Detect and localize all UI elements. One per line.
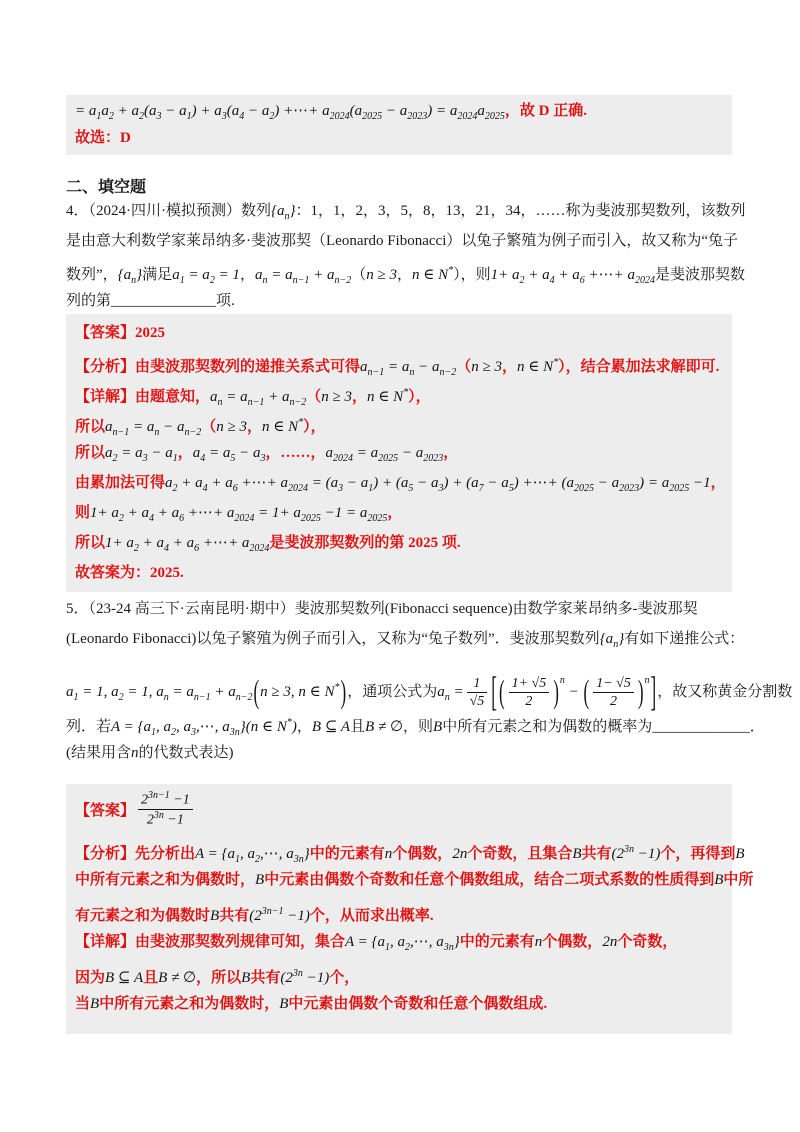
text-run: ，则 — [403, 719, 434, 735]
math-expression: n ≥ 3 — [321, 389, 353, 405]
math-expression: $a_1 = 1$, $a_2 = 1$, $a_n = a_{n-1} + a_{n-2}$ — [66, 684, 253, 703]
paren-delimiter: ( — [583, 674, 590, 711]
math-expression: 2n — [602, 934, 618, 950]
fraction: $\frac{2^{3n-1} -1}{2^{3n} -1}$ — [138, 790, 193, 829]
text-line — [66, 738, 732, 768]
bracket-delimiter: [ — [491, 669, 497, 715]
text-run: 4．（2024·四川·模拟预测）数列 — [66, 203, 271, 219]
math-expression: $a_4 = a_5 - a_3$ — [192, 445, 266, 464]
emphasis-text-run: 个奇数，且集合 — [467, 846, 573, 862]
question-4 — [66, 196, 746, 316]
math-expression: $A = \{a_1$, $a_2$, $a_3,\cdots$, $a_{3n}\}(n$ ∈ N*) — [111, 717, 297, 738]
emphasis-text-run: 所以 — [75, 445, 106, 461]
emphasis-text-run: 则 — [75, 505, 91, 521]
emphasis-text-run: 共有 — [219, 908, 250, 924]
emphasis-text-run: 有元素之和为偶数时 — [75, 908, 211, 924]
math-expression: B — [90, 996, 100, 1012]
text-line — [75, 788, 723, 834]
emphasis-text-run: 中元素由偶数个奇数和任意个偶数组成，结合二项式系数的性质得到 — [264, 872, 715, 888]
text-run: 的代数式表达) — [138, 745, 234, 761]
text-line — [66, 226, 739, 256]
math-expression: n — [534, 934, 543, 950]
math-expression: B ≠ ∅ — [158, 970, 197, 986]
text-run: （ — [351, 267, 367, 283]
text-line — [75, 958, 723, 989]
text-run: 且 — [350, 719, 366, 735]
text-line — [75, 378, 723, 408]
blank-underline: _____________ — [652, 719, 750, 735]
math-expression: n — [131, 745, 139, 761]
text-run: (Leonardo Fibonacci)以兔子繁殖为例子而引入，又称为“兔子数列”．斐波那契数列 — [66, 631, 600, 647]
emphasis-text-run: 个奇数， — [617, 934, 678, 950]
math-expression: $(2^{3n-1} -1)$ — [249, 906, 310, 924]
math-expression: $a_1 = a_2 = 1$ — [172, 267, 240, 286]
text-run: ），则 — [453, 267, 491, 283]
math-expression: − — [564, 684, 583, 700]
paren-delimiter: ) — [553, 674, 559, 711]
text-run: ， — [239, 267, 255, 283]
emphasis-text-run: 中的元素有 — [309, 846, 385, 862]
exponent: n — [559, 675, 565, 686]
text-line — [66, 286, 732, 316]
text-run: 项. — [216, 293, 235, 309]
math-expression: $a_{n-1} = a_n - a_{n-2}$ — [360, 359, 457, 378]
emphasis-text-run: 所以 — [75, 419, 106, 435]
math-expression: n ≥ 3 — [471, 359, 503, 375]
emphasis-text-run: 个偶数， — [392, 846, 453, 862]
text-line — [75, 98, 723, 125]
math-expression: = $a_1a_2 + a_2(a_3 - a_1) + a_3(a_4 - a_2)$ +⋯+ $a_{2024}(a_{2025} - a_{2023}) = a_{2024}a_{2025}$ — [75, 103, 505, 122]
text-run: 中所有元素之和为偶数的概率为 — [442, 719, 653, 735]
emphasis-text-run: 故答案为：2025. — [75, 565, 184, 581]
math-expression: n ≥ 3, n ∈ N* — [260, 682, 340, 700]
math-expression: n ∈ N* — [517, 357, 559, 375]
math-expression: n ≥ 3 — [216, 419, 248, 435]
text-line — [66, 594, 732, 624]
math-expression: n — [384, 846, 393, 862]
text-run: ， — [396, 267, 412, 283]
emphasis-text-run: ， — [387, 505, 403, 521]
emphasis-text-run: 共有 — [581, 846, 612, 862]
emphasis-text-run: 【分析】由斐波那契数列的递推关系式可得 — [75, 359, 361, 375]
math-expression: $(2^{3n} -1)$ — [611, 844, 661, 862]
text-run: 列．若 — [66, 719, 112, 735]
emphasis-text-run: 【详解】由斐波那契数列规律可知，集合 — [75, 934, 346, 950]
text-run: (结果用含 — [66, 745, 131, 761]
emphasis-text-run: 个偶数， — [542, 934, 603, 950]
text-run: ，通项公式为 — [347, 684, 438, 700]
text-run: ：1，1，2，3，5，8，13，21，34，……称为斐波那契数列，该数列 — [295, 203, 746, 219]
math-expression: $a_2 = a_3 - a_1$ — [105, 445, 178, 464]
text-line — [75, 468, 726, 498]
emphasis-text-run: ， — [177, 445, 193, 461]
fraction: $\frac{1}{√5}$ — [467, 675, 488, 711]
text-run: 是由意大利数学家莱昂纳多·斐波那契（Leonardo Fibonacci）以兔子繁殖为例子而引入，故又称为“兔子 — [66, 233, 739, 249]
math-expression: B — [255, 872, 265, 888]
math-expression: $1+ a_2 + a_4 + a_6$ +⋯+ $a_{2024}$ — [105, 535, 270, 554]
text-line — [75, 989, 723, 1020]
emphasis-text-run: 共有 — [250, 970, 281, 986]
text-line — [66, 708, 765, 738]
text-run: 数列”， — [66, 267, 118, 283]
math-expression: $\{a_n\}$ — [599, 631, 625, 650]
text-run: ，故又称黄金分割数 — [657, 684, 793, 700]
emphasis-text-run: ， — [502, 359, 518, 375]
math-expression: n ∈ N* — [262, 417, 304, 435]
math-expression: B — [210, 908, 220, 924]
previous-answer-highlight-box — [66, 95, 732, 155]
emphasis-text-run: 个， — [329, 970, 360, 986]
text-line — [75, 834, 745, 865]
emphasis-text-run: 中元素由偶数个奇数和任意个偶数组成. — [288, 996, 548, 1012]
emphasis-text-run: 中的元素有 — [459, 934, 535, 950]
text-line — [66, 654, 793, 715]
text-line — [75, 498, 723, 528]
text-run: 有如下递推公式： — [624, 631, 745, 647]
emphasis-text-run: 中所有元素之和为偶数时， — [75, 872, 256, 888]
emphasis-text-run: ， — [352, 389, 368, 405]
emphasis-text-run: 当 — [75, 996, 91, 1012]
text-line — [75, 125, 723, 152]
emphasis-text-run: ， — [443, 445, 459, 461]
math-expression: B ⊆ A — [105, 970, 144, 986]
text-line — [75, 528, 723, 558]
emphasis-text-run: ，故 D 正确. — [504, 103, 587, 119]
math-expression: $\{a_n\}$ — [117, 267, 143, 286]
math-expression: $a_n = a_{n-1} + a_{n-2}$ — [254, 267, 352, 286]
math-expression: B ⊆ A — [311, 719, 351, 735]
question-5 — [66, 594, 793, 768]
emphasis-text-run: 故选：D — [75, 130, 131, 146]
math-expression: $A = \{a_1$, $a_2,\cdots$, $a_{3n}$} — [345, 934, 460, 953]
emphasis-text-run: ， — [710, 475, 726, 491]
math-expression: $a_n = a_{n-1} + a_{n-2}$ — [210, 389, 307, 408]
math-expression: $a_n$ = — [437, 684, 464, 703]
emphasis-text-run: ）， — [303, 419, 326, 435]
emphasis-text-run: 由累加法可得 — [75, 475, 166, 491]
text-run: 列的第 — [66, 293, 112, 309]
blank-underline: ______________ — [111, 293, 217, 309]
math-expression: B — [735, 846, 745, 862]
emphasis-text-run: 【详解】由题意知， — [75, 389, 211, 405]
text-run: ， — [296, 719, 312, 735]
math-expression: B ≠ ∅ — [365, 719, 404, 735]
text-run: 5．（23-24 高三下·云南昆明·期中）斐波那契数列(Fibonacci sequence)由数学家莱昂纳多-斐波那契 — [66, 601, 698, 617]
math-expression: $\{a_n\}$ — [271, 203, 296, 222]
text-line — [75, 927, 723, 958]
math-expression: n ∈ N* — [367, 387, 409, 405]
paren-delimiter: ) — [637, 674, 644, 711]
emphasis-text-run: 【答案】 — [75, 803, 136, 819]
text-line — [75, 558, 723, 588]
emphasis-text-run: 是斐波那契数列的第 2025 项. — [269, 535, 461, 551]
math-expression: $(2^{3n} -1)$ — [280, 968, 330, 986]
emphasis-text-run: 中所 — [723, 872, 754, 888]
bracket-delimiter: ] — [650, 669, 657, 715]
text-line — [75, 896, 723, 927]
emphasis-text-run: ，……， — [265, 445, 326, 461]
text-run: 满足 — [142, 267, 173, 283]
emphasis-text-run: （ — [456, 359, 472, 375]
emphasis-text-run: 因为 — [75, 970, 106, 986]
question-5-solution-box — [66, 784, 754, 1034]
text-line — [66, 196, 746, 226]
paren-delimiter: ( — [498, 674, 505, 711]
emphasis-text-run: ，所以 — [196, 970, 242, 986]
text-line — [75, 348, 723, 378]
fraction: $\frac{1- √5}{2}$ — [593, 675, 634, 711]
math-expression: B — [433, 719, 443, 735]
section-heading-text: 二、填空题 — [66, 179, 147, 196]
math-expression: 2n — [452, 846, 468, 862]
emphasis-text-run: ）， — [408, 389, 431, 405]
math-expression: $a_{n-1} = a_n - a_{n-2}$ — [105, 419, 202, 438]
text-line — [75, 438, 723, 468]
exponent: n — [644, 675, 650, 686]
emphasis-text-run: 个，再得到 — [660, 846, 736, 862]
paren-delimiter: ( — [253, 674, 260, 711]
math-expression: n ≥ 3 — [366, 267, 397, 283]
math-expression: $1+ a_2 + a_4 + a_6$ +⋯+ $a_{2024}$ — [490, 267, 655, 286]
math-expression: B — [279, 996, 289, 1012]
emphasis-text-run: ），结合累加法求解即可. — [558, 359, 720, 375]
math-expression: $a_2 + a_4 + a_6$ +⋯+ $a_{2024} = (a_3 - a_1) + (a_5 - a_3) + (a_7 - a_5)$ +⋯+ $(a_{2025} - a_{2023}) = a_{2025} -1$ — [165, 475, 711, 494]
text-line — [66, 624, 745, 654]
text-run: 是斐波那契数 — [654, 267, 745, 283]
math-expression: $A = \{a_1$, $a_2,\cdots$, $a_{3n}$} — [195, 846, 310, 865]
emphasis-text-run: 【答案】2025 — [75, 325, 166, 341]
paren-delimiter: ) — [340, 674, 347, 711]
text-line — [75, 865, 754, 896]
text-line — [75, 408, 723, 438]
math-expression: B — [241, 970, 251, 986]
text-run: ． — [749, 719, 765, 735]
emphasis-text-run: 中所有元素之和为偶数时， — [99, 996, 280, 1012]
emphasis-text-run: 【分析】先分析出 — [75, 846, 196, 862]
emphasis-text-run: （ — [201, 419, 217, 435]
emphasis-text-run: （ — [306, 389, 322, 405]
emphasis-text-run: 且 — [143, 970, 159, 986]
fraction: $\frac{1+ √5}{2}$ — [509, 675, 550, 711]
math-expression: B — [572, 846, 582, 862]
text-line — [75, 318, 723, 348]
emphasis-text-run: 所以 — [75, 535, 106, 551]
question-4-solution-box — [66, 314, 732, 592]
emphasis-text-run: 个，从而求出概率. — [309, 908, 434, 924]
text-line — [66, 256, 745, 286]
math-expression: $a_{2024} = a_{2025} - a_{2023}$ — [325, 445, 444, 464]
math-expression: $1+ a_2 + a_4 + a_6$ +⋯+ $a_{2024} = 1+ a_{2025} -1 = a_{2025}$ — [90, 505, 388, 524]
emphasis-text-run: ， — [247, 419, 263, 435]
math-expression: n ∈ N* — [411, 265, 454, 283]
math-expression: B — [714, 872, 724, 888]
section-heading — [66, 178, 732, 198]
